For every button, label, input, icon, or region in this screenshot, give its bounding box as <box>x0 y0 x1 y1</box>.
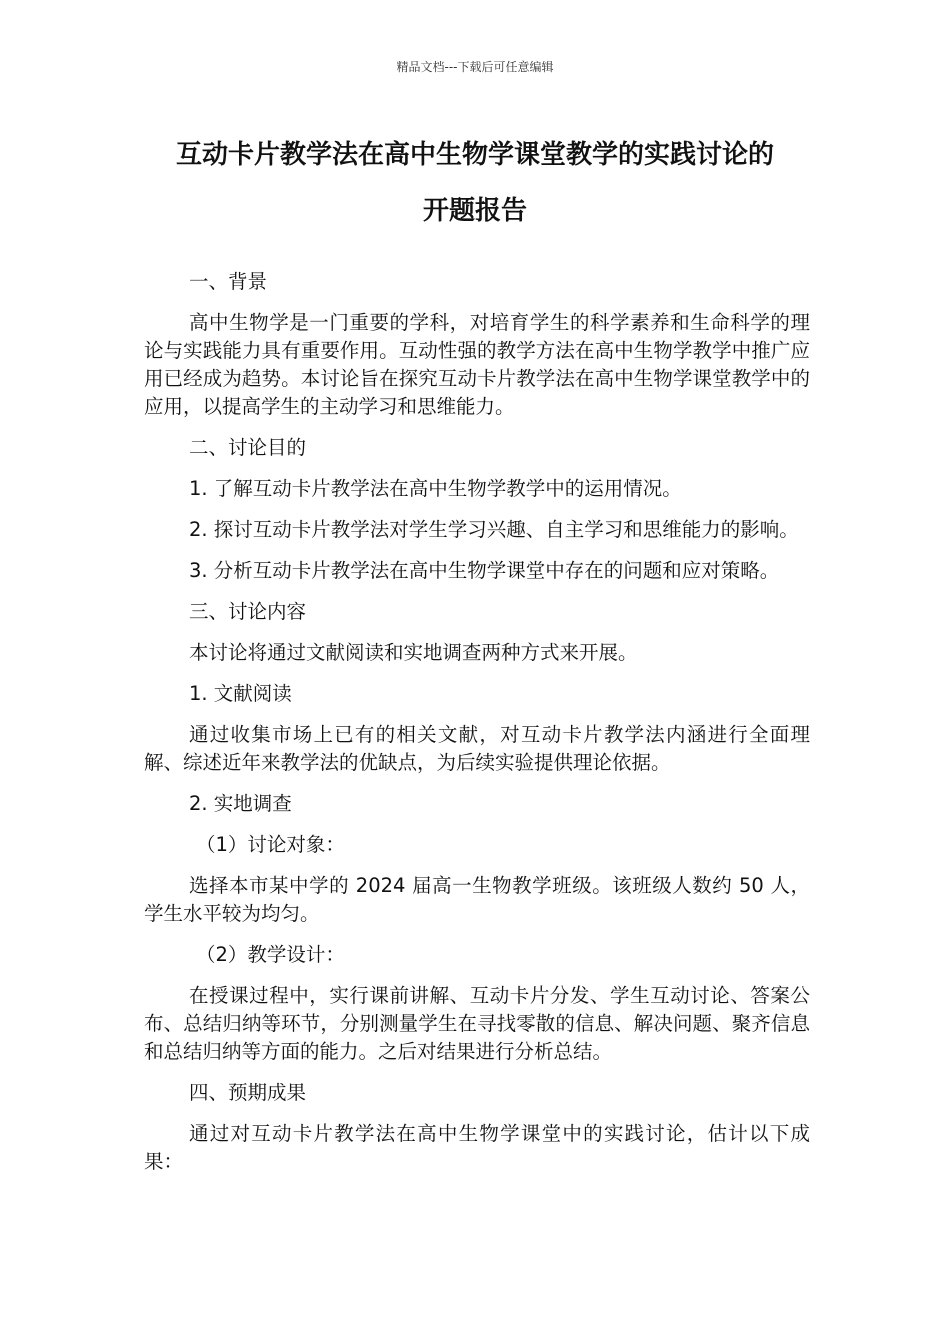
document-title-line-1: 互动卡片教学法在高中生物学课堂教学的实践讨论的 <box>175 140 774 170</box>
teaching-design-paragraph: 在授课过程中，实行课前讲解、互动卡片分发、学生互动讨论、答案公布、总结归纳等环节，分别测量学生在寻找零散的信息、解决问题、聚齐信息和总结归纳等方面的能力。之后对结果进行分析总结。 <box>144 984 810 1063</box>
survey-object-label: （1）讨论对象： <box>196 833 345 856</box>
subheading-literature: 1. 文献阅读 <box>189 682 292 705</box>
content-intro-paragraph: 本讨论将通过文献阅读和实地调查两种方式来开展。 <box>189 641 638 664</box>
teaching-design-label: （2）教学设计： <box>196 943 345 966</box>
expected-results-paragraph: 通过对互动卡片教学法在高中生物学课堂中的实践讨论，估计以下成果： <box>144 1122 810 1173</box>
purpose-item-1: 1. 了解互动卡片教学法在高中生物学教学中的运用情况。 <box>189 477 682 500</box>
section-heading-purpose: 二、讨论目的 <box>189 436 307 459</box>
purpose-item-3: 3. 分析互动卡片教学法在高中生物学课堂中存在的问题和应对策略。 <box>189 559 780 582</box>
document-body <box>144 268 810 1189</box>
literature-paragraph: 通过收集市场上已有的相关文献，对互动卡片教学法内涵进行全面理解、综述近年来教学法的优缺点，为后续实验提供理论依据。 <box>144 723 810 774</box>
document-title-line-2: 开题报告 <box>422 196 527 226</box>
purpose-item-2: 2. 探讨互动卡片教学法对学生学习兴趣、自主学习和思维能力的影响。 <box>189 518 799 541</box>
subheading-field-survey: 2. 实地调查 <box>189 792 292 815</box>
survey-object-paragraph: 选择本市某中学的 2024 届高一生物教学班级。该班级人数约 50 人，学生水平较为均匀。 <box>144 874 810 925</box>
background-paragraph: 高中生物学是一门重要的学科，对培育学生的科学素养和生命科学的理论与实践能力具有重要作用。互动性强的教学方法在高中生物学教学中推广应用已经成为趋势。本讨论旨在探究互动卡片教学法在高中生物学课堂教学中的应用，以提高学生的主动学习和思维能力。 <box>144 311 810 418</box>
section-heading-expected-results: 四、预期成果 <box>189 1081 307 1104</box>
header-note: 精品文档---下载后可任意编辑 <box>396 60 554 74</box>
section-heading-background: 一、背景 <box>189 270 268 293</box>
section-heading-content: 三、讨论内容 <box>189 600 307 623</box>
